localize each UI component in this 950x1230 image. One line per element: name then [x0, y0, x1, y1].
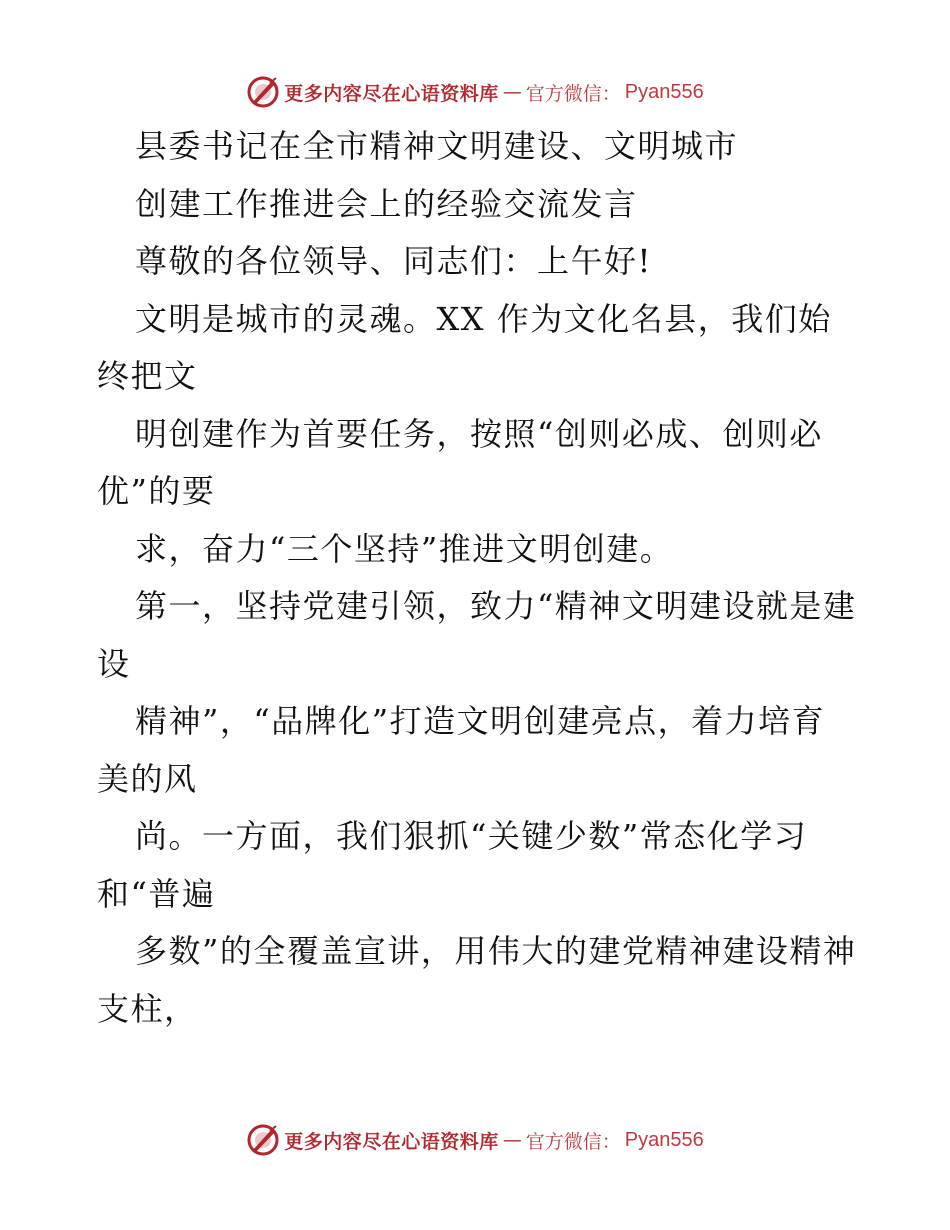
document-paragraph: 文明是城市的灵魂。XX 作为文化名县，我们始终把文	[97, 299, 832, 395]
document-paragraph: 求，奋力“三个坚持”推进文明创建。	[135, 529, 674, 568]
document-title-line-2: 创建工作推进会上的经验交流发言	[135, 184, 638, 223]
header-banner	[0, 72, 950, 112]
banner-site-text: 更多内容尽在心语资料库	[284, 1130, 499, 1153]
document-paragraph: 精神”，“品牌化”打造文明创建亮点，着力培育美的风	[97, 702, 826, 798]
document-title-line-1: 县委书记在全市精神文明建设、文明城市	[135, 127, 739, 165]
document-paragraph: 尚。一方面，我们狠抓“关键少数”常态化学习和“普遍	[97, 817, 808, 913]
banner-wechat-label: 官方微信：	[525, 82, 621, 105]
document-paragraph: 第一，坚持党建引领，致力“精神文明建设就是建设	[97, 587, 857, 683]
banner-site-text: 更多内容尽在心语资料库	[284, 82, 499, 105]
document-greeting: 尊敬的各位领导、同志们：上午好!	[135, 242, 652, 280]
banner-wechat-id: Pyan556	[624, 1128, 704, 1151]
document-paragraph: 明创建作为首要任务，按照“创则必成、创则必优”的要	[97, 414, 823, 510]
banner-dash: —	[502, 81, 522, 103]
quill-seal-icon	[246, 1123, 280, 1157]
quill-seal-icon	[246, 75, 280, 109]
banner-dash: —	[502, 1129, 522, 1151]
document-paragraph: 多数”的全覆盖宣讲，用伟大的建党精神建设精神支柱，	[97, 932, 857, 1028]
banner-wechat-label: 官方微信：	[525, 1130, 621, 1153]
footer-banner	[0, 1120, 950, 1160]
banner-wechat-id: Pyan556	[624, 80, 704, 103]
document-body	[97, 118, 857, 1038]
